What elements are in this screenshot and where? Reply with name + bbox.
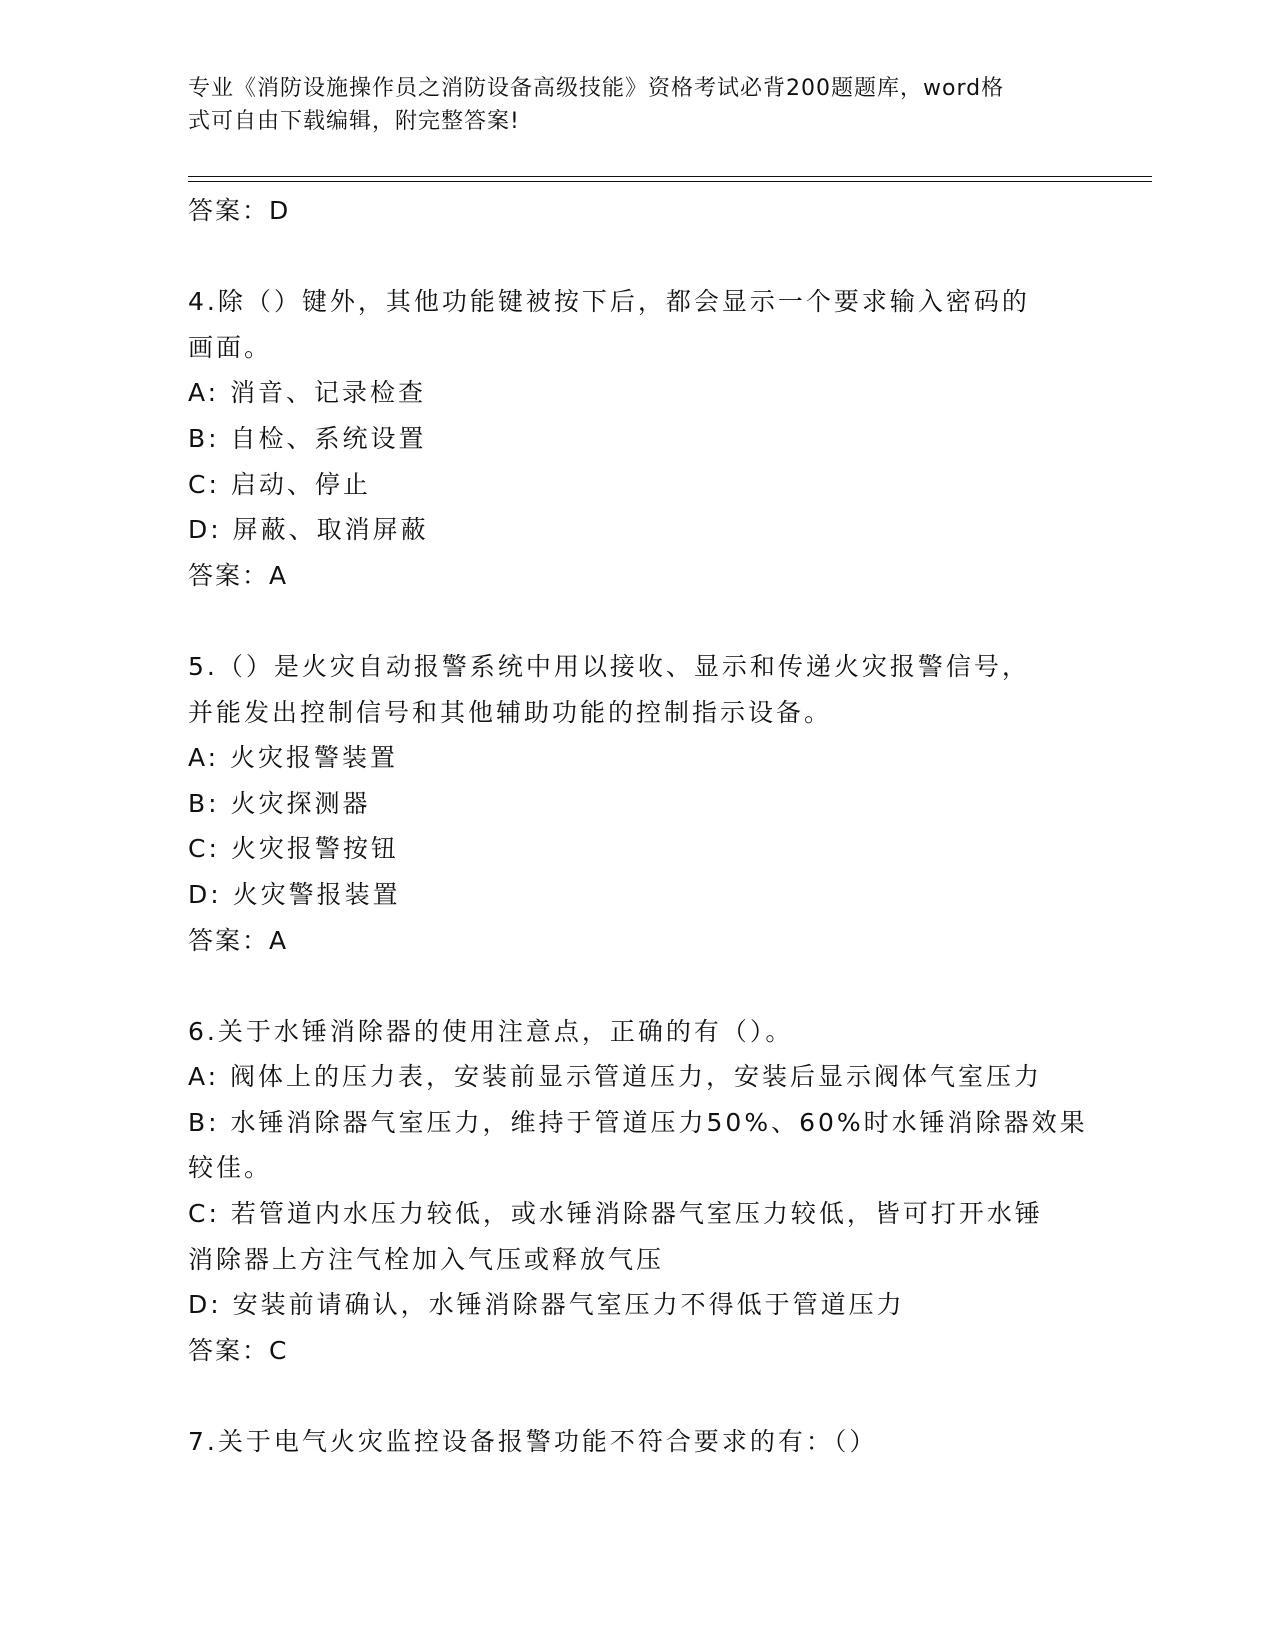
option-line: 消除器上方注气栓加入气压或释放气压 xyxy=(188,1244,665,1274)
header-line-1: 专业《消防设施操作员之消防设备高级技能》资格考试必背200题题库，word格 xyxy=(188,76,1005,101)
option-line: D: 火灾警报装置 xyxy=(188,879,401,909)
question-stem: 7.关于电气火灾监控设备报警功能不符合要求的有：（） xyxy=(188,1427,878,1457)
question-block xyxy=(188,1009,1088,1374)
option-line: B: 水锤消除器气室压力，维持于管道压力50%、60%时水锤消除器效果 xyxy=(188,1107,1088,1137)
question-stem: 并能发出控制信号和其他辅助功能的控制指示设备。 xyxy=(188,697,833,727)
question-stem: 5.（）是火灾自动报警系统中用以接收、显示和传递火灾报警信号， xyxy=(188,651,1030,681)
header-divider-bottom xyxy=(188,181,1152,182)
option-line: A: 阀体上的压力表，安装前显示管道压力，安装后显示阀体气室压力 xyxy=(188,1062,1043,1092)
option-line: 较佳。 xyxy=(188,1153,273,1183)
answer-line: 答案：A xyxy=(188,925,289,955)
document-header xyxy=(188,72,1068,138)
header-line-2: 式可自由下载编辑，附完整答案! xyxy=(188,109,520,134)
answer-line: 答案：C xyxy=(188,1335,289,1365)
option-line: A: 消音、记录检查 xyxy=(188,378,427,408)
question-stem: 4.除（）键外，其他功能键被按下后，都会显示一个要求输入密码的 xyxy=(188,287,1030,317)
question-block xyxy=(188,1419,1088,1465)
spacer xyxy=(188,598,1088,644)
answer-line: 答案：D xyxy=(188,196,291,225)
question-block xyxy=(188,644,1088,963)
option-line: C: 启动、停止 xyxy=(188,469,371,499)
option-line: D: 屏蔽、取消屏蔽 xyxy=(188,515,429,545)
header-divider-top xyxy=(188,176,1152,177)
option-line: C: 若管道内水压力较低，或水锤消除器气室压力较低，皆可打开水锤 xyxy=(188,1199,1043,1229)
question-block xyxy=(188,279,1088,598)
spacer xyxy=(188,234,1088,280)
option-line: B: 自检、系统设置 xyxy=(188,423,427,453)
spacer xyxy=(188,1373,1088,1419)
option-line: A: 火灾报警装置 xyxy=(188,743,399,773)
option-line: B: 火灾探测器 xyxy=(188,788,371,818)
question-stem: 6.关于水锤消除器的使用注意点，正确的有（）。 xyxy=(188,1016,794,1046)
spacer xyxy=(188,963,1088,1009)
answer-line: 答案：A xyxy=(188,560,289,590)
question-stem: 画面。 xyxy=(188,332,273,362)
option-line: C: 火灾报警按钮 xyxy=(188,834,399,864)
document-body xyxy=(188,188,1088,1465)
option-line: D: 安装前请确认，水锤消除器气室压力不得低于管道压力 xyxy=(188,1290,905,1320)
